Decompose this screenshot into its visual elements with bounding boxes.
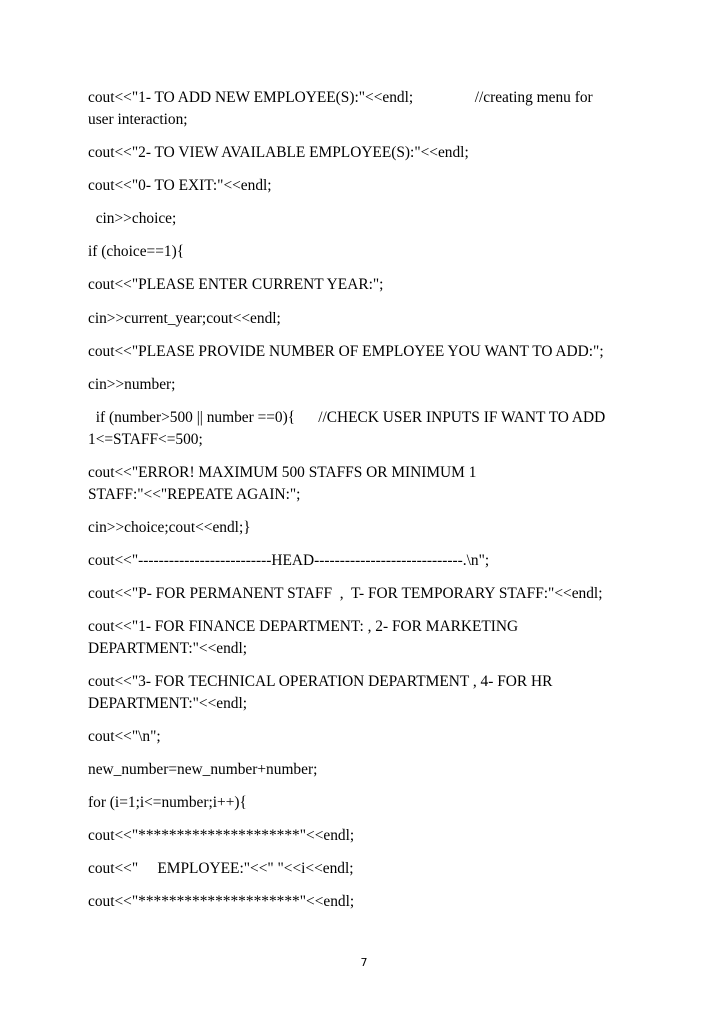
code-line: if (number>500 || number ==0){ //CHECK USER INPUTS IF WANT TO ADD bbox=[88, 409, 606, 426]
code-line: cout<<"--------------------------HEAD-----------------------------.\n"; bbox=[88, 552, 490, 569]
code-line: cin>>choice; bbox=[88, 210, 177, 227]
code-line: new_number=new_number+number; bbox=[88, 761, 318, 778]
code-line: if (choice==1){ bbox=[88, 243, 185, 260]
code-line: DEPARTMENT:"<<endl; bbox=[88, 640, 248, 657]
code-line: DEPARTMENT:"<<endl; bbox=[88, 695, 248, 712]
code-line: cout<<"*********************"<<endl; bbox=[88, 893, 355, 910]
code-line: cout<<"0- TO EXIT:"<<endl; bbox=[88, 177, 272, 194]
code-line: for (i=1;i<=number;i++){ bbox=[88, 794, 247, 811]
code-line: cout<<" EMPLOYEE:"<<" "<<i<<endl; bbox=[88, 860, 354, 877]
code-line: cin>>number; bbox=[88, 376, 176, 393]
code-line: STAFF:"<<"REPEATE AGAIN:"; bbox=[88, 486, 301, 503]
code-line: cout<<"ERROR! MAXIMUM 500 STAFFS OR MINIMUM 1 bbox=[88, 464, 477, 481]
code-line: cout<<"3- FOR TECHNICAL OPERATION DEPARTMENT , 4- FOR HR bbox=[88, 673, 553, 690]
code-line: cout<<"1- FOR FINANCE DEPARTMENT: , 2- FOR MARKETING bbox=[88, 618, 519, 635]
page-number: 7 bbox=[360, 956, 368, 969]
code-line: cout<<"2- TO VIEW AVAILABLE EMPLOYEE(S):"<<endl; bbox=[88, 144, 469, 161]
code-line: cout<<"P- FOR PERMANENT STAFF , T- FOR TEMPORARY STAFF:"<<endl; bbox=[88, 585, 603, 602]
code-line: cin>>current_year;cout<<endl; bbox=[88, 310, 281, 327]
code-line: cout<<"*********************"<<endl; bbox=[88, 827, 355, 844]
code-line: 1<=STAFF<=500; bbox=[88, 431, 203, 448]
code-line: cout<<"\n"; bbox=[88, 728, 161, 745]
code-line: cout<<"PLEASE ENTER CURRENT YEAR:"; bbox=[88, 276, 384, 293]
code-line: cin>>choice;cout<<endl;} bbox=[88, 519, 251, 536]
code-line: cout<<"1- TO ADD NEW EMPLOYEE(S):"<<endl; //creating menu for bbox=[88, 89, 593, 106]
code-line: user interaction; bbox=[88, 111, 188, 128]
code-line: cout<<"PLEASE PROVIDE NUMBER OF EMPLOYEE YOU WANT TO ADD:"; bbox=[88, 343, 604, 360]
